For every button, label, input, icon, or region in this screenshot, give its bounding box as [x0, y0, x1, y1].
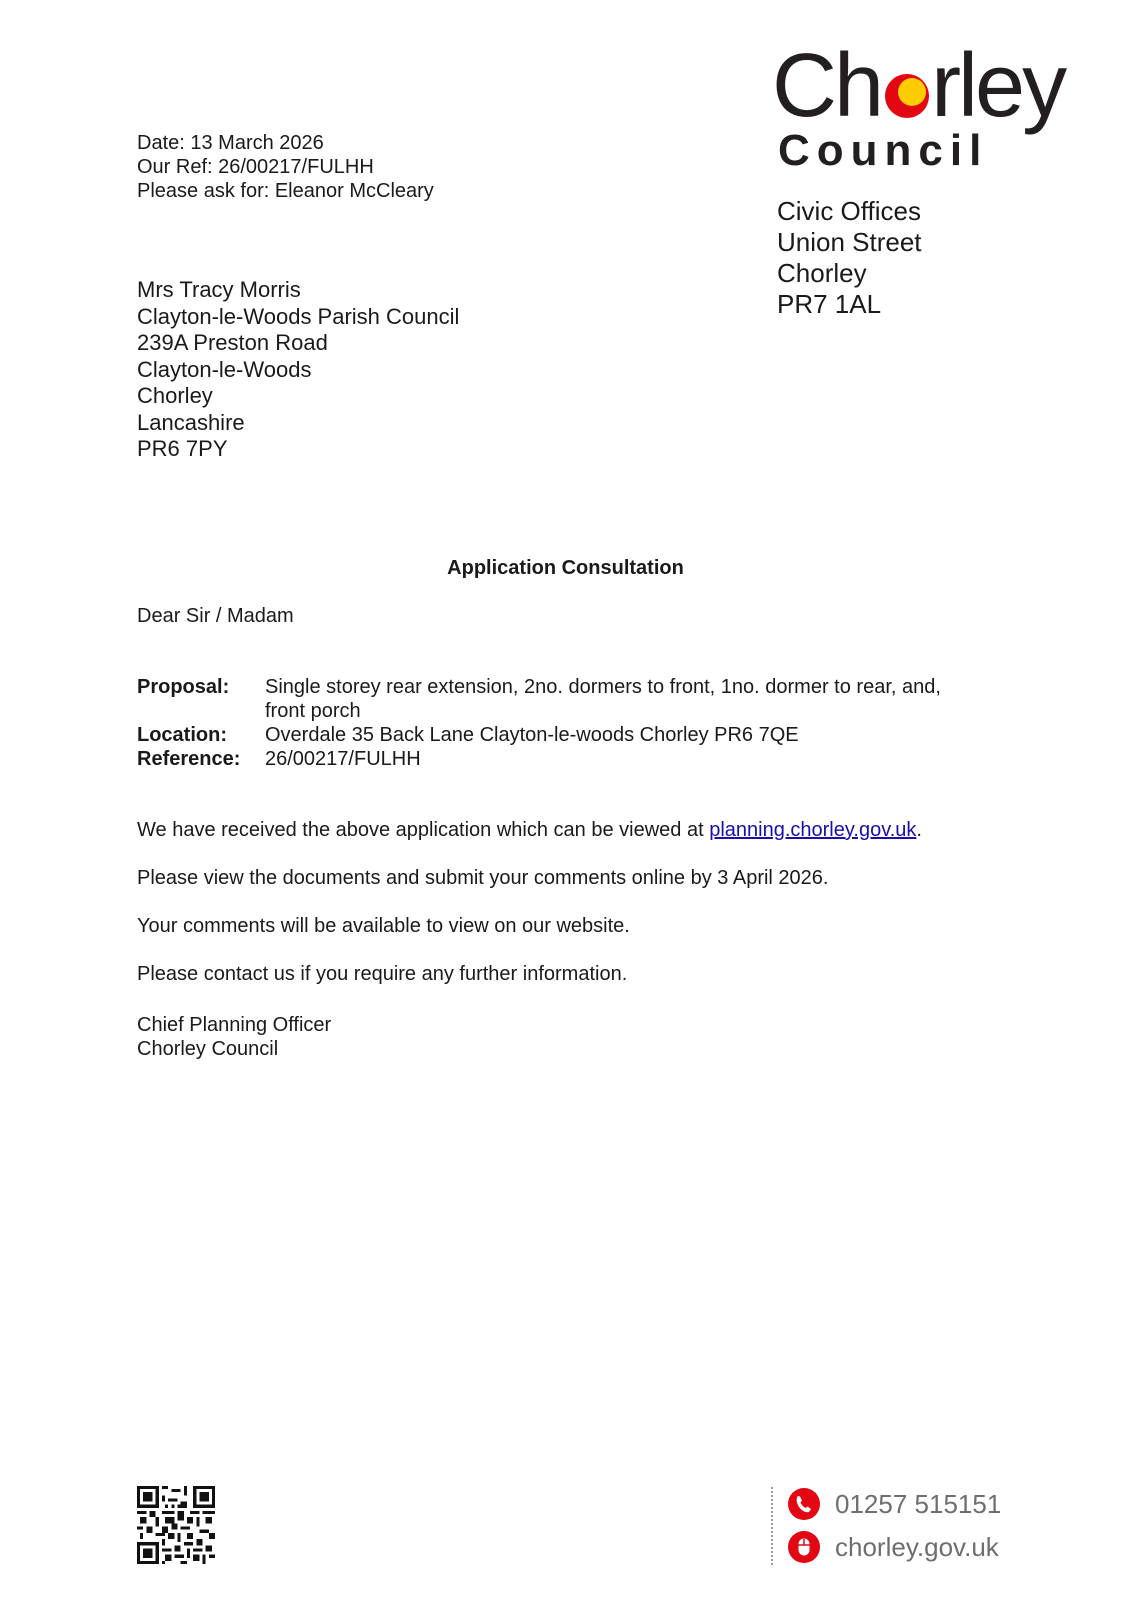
phone-number: 01257 515151	[835, 1488, 1002, 1519]
recipient-line: Lancashire	[137, 409, 245, 435]
logo-o-mark	[881, 36, 931, 136]
salutation: Dear Sir / Madam	[137, 605, 294, 627]
proposal-value	[265, 675, 997, 723]
footer-website	[787, 1529, 999, 1565]
recipient-line: Chorley	[137, 383, 213, 408]
body-paragraph: Your comments will be available to view on our website.	[137, 915, 630, 937]
body-text: .	[916, 819, 922, 841]
mouse-icon	[787, 1530, 821, 1564]
body-paragraph	[137, 818, 997, 842]
logo-wordmark	[772, 36, 1064, 136]
council-address	[777, 196, 922, 320]
proposal-line: Single storey rear extension, 2no. dormers to front, 1no. dormer to rear, and,	[265, 676, 941, 698]
reference-value: 26/00217/FULHH	[265, 748, 421, 770]
phone-icon	[787, 1487, 821, 1521]
application-details	[137, 675, 997, 771]
recipient-line: Clayton-le-Woods	[137, 356, 312, 382]
planning-portal-link[interactable]: planning.chorley.gov.uk	[709, 819, 917, 841]
contact-person: Please ask for: Eleanor McCleary	[137, 180, 434, 202]
recipient-postcode: PR6 7PY	[137, 436, 228, 461]
address-line: Union Street	[777, 227, 922, 257]
proposal-label: Proposal:	[137, 676, 230, 698]
recipient-line: Clayton-le-Woods Parish Council	[137, 303, 460, 329]
footer-divider	[771, 1487, 773, 1565]
location-label: Location:	[137, 724, 227, 746]
proposal-line: front porch	[265, 700, 361, 722]
recipient-address	[137, 277, 459, 463]
sun-icon	[884, 73, 930, 119]
our-reference: Our Ref: 26/00217/FULHH	[137, 156, 374, 178]
signatory-org: Chorley Council	[137, 1038, 279, 1060]
logo-council-text: Council	[778, 126, 989, 175]
recipient-name: Mrs Tracy Morris	[137, 277, 301, 302]
logo-text-end: rley	[931, 36, 1065, 136]
website-url[interactable]: chorley.gov.uk	[835, 1531, 999, 1562]
logo-text-start: Ch	[772, 36, 882, 136]
letter-date: Date: 13 March 2026	[137, 132, 324, 154]
letter-body	[137, 818, 997, 1010]
address-line: PR7 1AL	[777, 289, 882, 319]
location-value: Overdale 35 Back Lane Clayton-le-woods Chorley PR6 7QE	[265, 724, 799, 746]
address-line: Chorley	[777, 258, 867, 288]
body-text: We have received the above application which can be viewed at	[137, 819, 710, 841]
chorley-council-logo	[772, 36, 1102, 175]
sign-off	[137, 1013, 331, 1061]
signatory-title: Chief Planning Officer	[137, 1014, 332, 1036]
body-paragraph: Please view the documents and submit your comments online by 3 April 2026.	[137, 867, 829, 889]
proposal-row	[137, 675, 997, 723]
reference-label: Reference:	[137, 748, 241, 770]
recipient-line: 239A Preston Road	[137, 330, 328, 355]
body-paragraph: Please contact us if you require any further information.	[137, 963, 628, 985]
letter-subject: Application Consultation	[447, 557, 684, 579]
reference-row	[137, 747, 997, 771]
footer-phone	[787, 1486, 1001, 1522]
letter-meta	[137, 131, 434, 203]
location-row	[137, 723, 997, 747]
address-line: Civic Offices	[777, 196, 921, 226]
qr-code	[137, 1486, 215, 1564]
